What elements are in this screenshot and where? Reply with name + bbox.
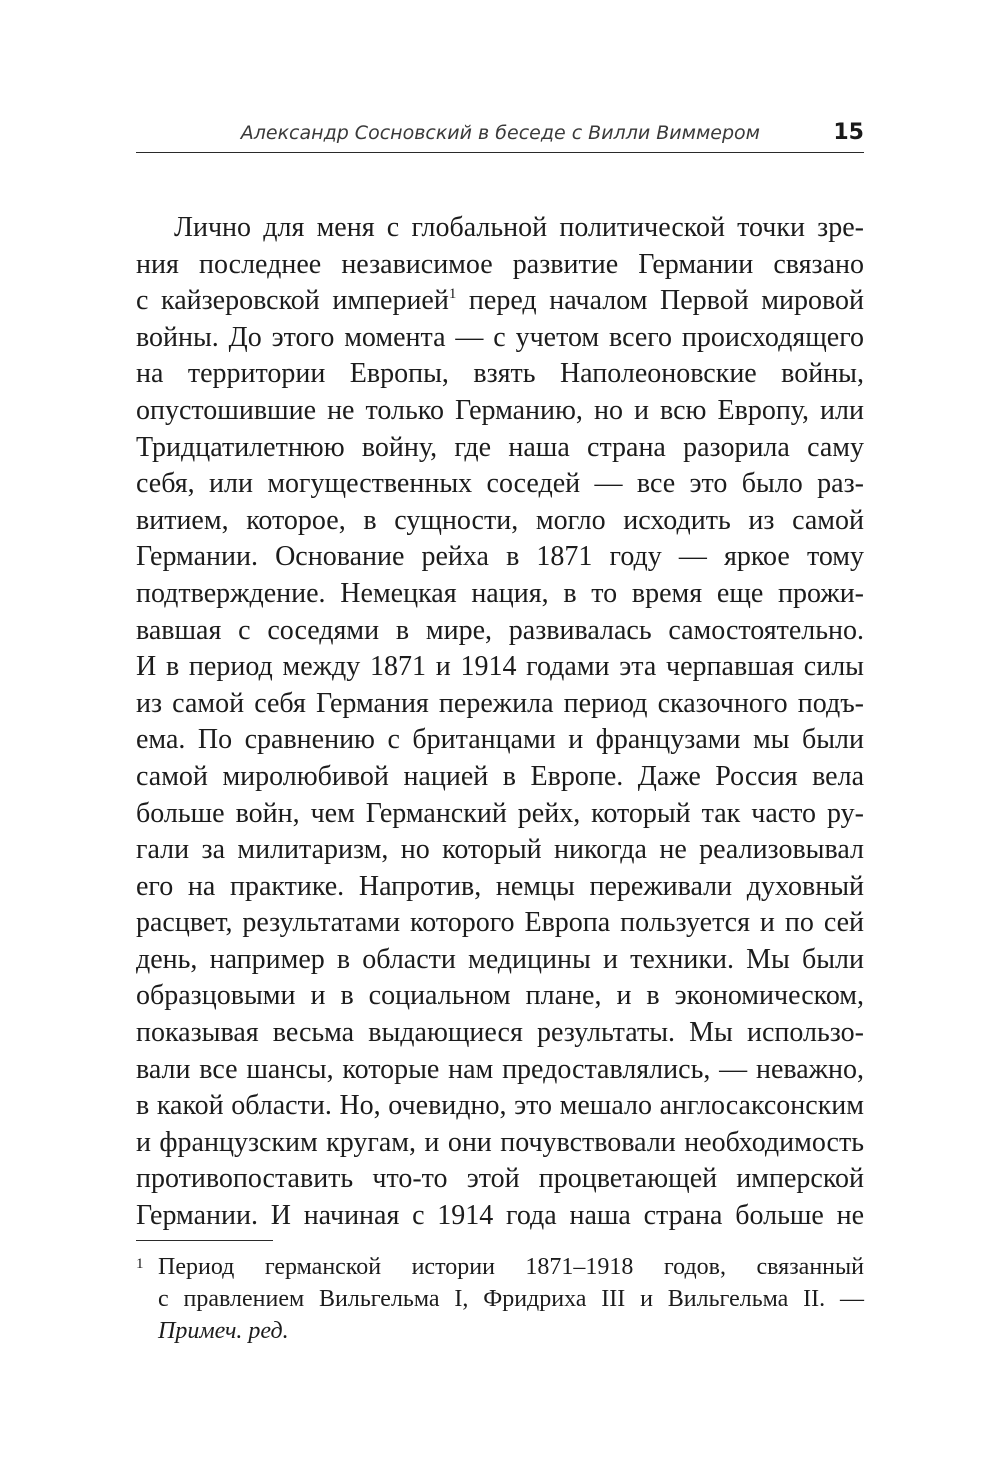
text-line: его на практике. Напротив, немцы переживали духовный <box>136 870 864 902</box>
text-line: в какой области. Но, очевидно, это мешало англосаксонским <box>136 1090 864 1122</box>
footnote-line: Период германской истории 1871–1918 годов, связанный <box>158 1254 864 1280</box>
text-line: себя, или могущественных соседей — все это было раз- <box>136 468 864 500</box>
running-title: Александр Сосновский в беседе с Вилли Виммером <box>240 122 760 144</box>
text-line: больше войн, чем Германский рейх, который так часто ру- <box>136 797 864 829</box>
footnote-editor-note: Примеч. ред. <box>158 1318 289 1344</box>
text-line: И в период между 1871 и 1914 годами эта черпавшая силы <box>136 651 864 683</box>
text-line: Германии. И начиная с 1914 года наша страна больше не <box>136 1200 864 1232</box>
text-line: показывая весьма выдающиеся результаты. Мы использо- <box>136 1017 864 1049</box>
text-fragment: с кайзеровской империей <box>136 285 449 317</box>
text-fragment: перед началом Первой мировой <box>456 285 864 317</box>
text-line <box>136 283 864 320</box>
text-line: опустошившие не только Германию, но и всю Европу, или <box>136 394 864 426</box>
text-line: противопоставить что-то этой процветающей имперской <box>136 1163 864 1195</box>
running-header <box>136 118 864 153</box>
text-line: день, например в области медицины и техники. Мы были <box>136 943 864 975</box>
text-line: Тридцатилетнюю войну, где наша страна разорила саму <box>136 431 864 463</box>
text-line: вали все шансы, которые нам предоставлялись, — неважно, <box>136 1053 864 1085</box>
text-line: войны. До этого момента — с учетом всего происходящего <box>136 321 864 353</box>
text-line: гали за милитаризм, но который никогда не реализовывал <box>136 834 864 866</box>
footnote-line: с правлением Вильгельма I, Фридриха III и Вильгельма II. — <box>158 1286 864 1312</box>
footnote-reference: 1 <box>448 286 457 303</box>
text-line: витием, которое, в сущности, могло исходить из самой <box>136 504 864 536</box>
text-line: из самой себя Германия пережила период сказочного подъ- <box>136 687 864 719</box>
text-line: самой миролюбивой нацией в Европе. Даже Россия вела <box>136 760 864 792</box>
text-line: образцовыми и в социальном плане, и в экономическом, <box>136 980 864 1012</box>
page-number: 15 <box>833 120 864 145</box>
text-line: ема. По сравнению с британцами и французами мы были <box>136 724 864 756</box>
text-line: расцвет, результатами которого Европа пользуется и по сей <box>136 907 864 939</box>
text-line: подтверждение. Немецкая нация, в то время еще прожи- <box>136 577 864 609</box>
footnote-divider <box>136 1240 273 1241</box>
text-line: Лично для меня с глобальной политической точки зре- <box>174 212 864 243</box>
text-line: вавшая с соседями в мире, развивалась самостоятельно. <box>136 614 864 646</box>
text-line: на территории Европы, взять Наполеоновские войны, <box>136 358 864 390</box>
text-line: и французским кругам, и они почувствовали необходимость <box>136 1126 864 1158</box>
footnote <box>136 1251 864 1347</box>
text-line: ния последнее независимое развитие Германии связано <box>136 248 864 280</box>
text-line: Германии. Основание рейха в 1871 году — яркое тому <box>136 541 864 573</box>
footnote-number: 1 <box>136 1256 144 1272</box>
main-text-block <box>136 210 864 1235</box>
